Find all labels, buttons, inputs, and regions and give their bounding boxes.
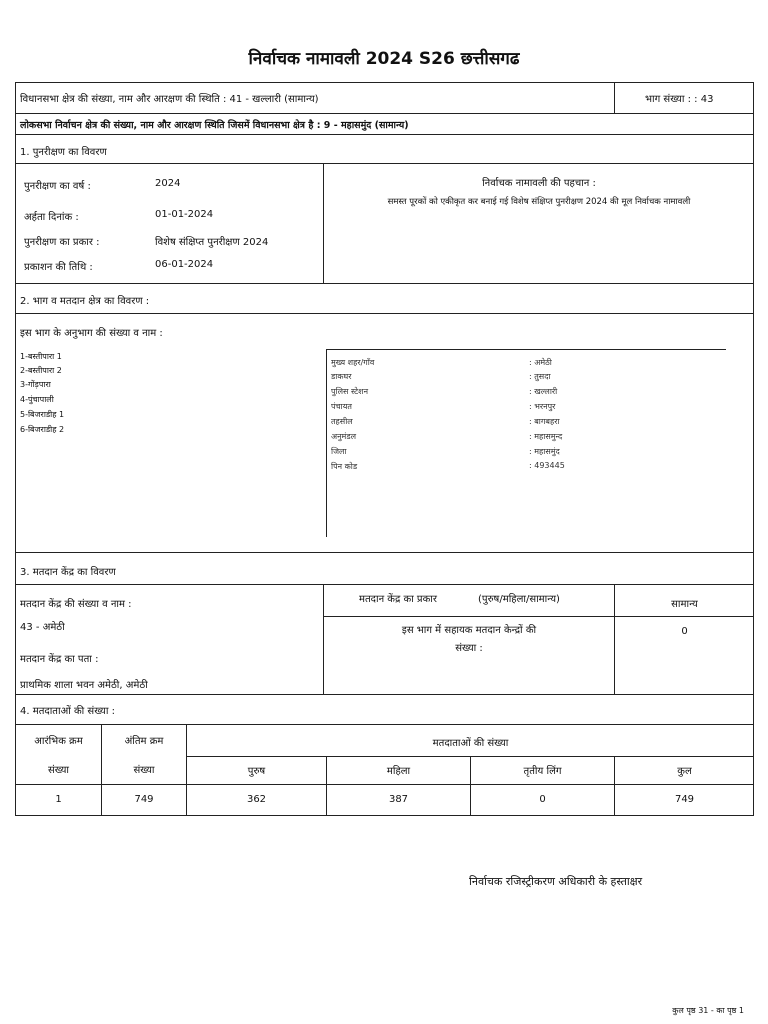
detail-label: पुलिस स्टेशन (331, 387, 369, 396)
address-value: प्राथमिक शाला भवन अमेठी, अमेठी (20, 680, 148, 691)
list-item: 2-बस्तीपारा 2 (20, 366, 62, 375)
publish-date-label: प्रकाशन की तिथि : (24, 262, 93, 273)
section1-heading: 1. पुनरीक्षण का विवरण (20, 147, 107, 158)
col-voters-header: मतदाताओं की संख्या (432, 738, 509, 749)
detail-label: डाकघर (331, 372, 352, 381)
revision-type-value: विशेष संक्षिप्त पुनरीक्षण 2024 (155, 237, 269, 248)
station-label: मतदान केंद्र की संख्या व नाम : (20, 599, 132, 610)
roll-identity-heading: निर्वाचक नामावली की पहचान : (482, 178, 596, 189)
detail-label: तहसील (331, 417, 353, 426)
row-total: 749 (674, 793, 695, 805)
list-item: 6-बिजराडीह 2 (20, 425, 65, 434)
row-third-gender: 0 (539, 793, 546, 805)
qualifying-date-label: अर्हता दिनांक : (24, 212, 79, 223)
section4-heading-row (15, 694, 754, 725)
roll-identity-text: समस्त पूरकों को एकीकृत कर बनाई गई विशेष संक्षिप्त पुनरीक्षण 2024 की मूल निर्वाचक नामावली (387, 197, 691, 207)
detail-label: पंचायत (331, 402, 352, 411)
section3-heading-row (15, 552, 754, 585)
col-start-header-2: संख्या (48, 765, 69, 776)
list-item: 5-बिजराडीह 1 (20, 410, 65, 419)
aux-stations-label-1: इस भाग में सहायक मतदान केन्द्रों की (401, 625, 537, 636)
page-title: निर्वाचक नामावली 2024 S26 छत्तीसगढ (248, 49, 520, 69)
col-end-header-1: अंतिम क्रम (124, 736, 164, 747)
section3-heading: 3. मतदान केंद्र का विवरण (20, 567, 116, 578)
col-third-gender-header: तृतीय लिंग (523, 766, 562, 777)
revision-type-label: पुनरीक्षण का प्रकार : (24, 237, 100, 248)
assembly-label: विधानसभा क्षेत्र की संख्या, नाम और आरक्षण की स्थिति : 41 - खल्लारी (सामान्य) (20, 94, 319, 105)
row-end: 749 (134, 793, 154, 805)
detail-value: : तुसदा (529, 372, 551, 381)
sections-subheading: इस भाग के अनुभाग की संख्या व नाम : (20, 328, 163, 339)
station-type-value: सामान्य (671, 599, 698, 610)
revision-year-label: पुनरीक्षण का वर्ष : (24, 181, 91, 192)
detail-label: जिला (331, 447, 347, 456)
row-start: 1 (55, 793, 62, 805)
address-label: मतदान केंद्र का पता : (20, 654, 99, 665)
section2-heading: 2. भाग व मतदान क्षेत्र का विवरण : (20, 296, 150, 307)
part-number: भाग संख्या : : 43 (645, 94, 714, 105)
revision-year-value: 2024 (155, 178, 181, 189)
detail-value: : महासमुंद (529, 447, 560, 456)
loksabha-label: लोकसभा निर्वाचन क्षेत्र की संख्या, नाम और आरक्षण स्थिति जिसमें विधानसभा क्षेत्र है : 9 - महासमुंद (सामान्य) (20, 120, 409, 131)
detail-value: : भरनपुर (529, 402, 556, 411)
detail-label: मुख्य शहर/गाँव (331, 358, 375, 367)
detail-value: : बागबहरा (529, 417, 560, 426)
station-type-label: मतदान केंद्र का प्रकार (359, 594, 437, 605)
signature-label: निर्वाचक रजिस्ट्रीकरण अधिकारी के हस्ताक्षर (469, 875, 643, 888)
col-total-header: कुल (677, 766, 692, 777)
page-footer: कुल पृष्ठ 31 - का पृष्ठ 1 (672, 1006, 744, 1015)
list-item: 1-बस्तीपारा 1 (20, 352, 62, 361)
section4-heading: 4. मतदाताओं की संख्या : (20, 706, 115, 717)
detail-value: : खल्लारी (529, 387, 558, 396)
station-type-options: (पुरुष/महिला/सामान्य) (478, 594, 560, 605)
detail-label: पिन कोड (331, 462, 358, 471)
col-end-header-2: संख्या (133, 765, 155, 776)
detail-value: : 493445 (529, 461, 565, 470)
col-start-header-1: आरंभिक क्रम (34, 736, 83, 747)
publish-date-value: 06-01-2024 (155, 259, 214, 270)
detail-value: : महासमुन्द (529, 432, 563, 441)
list-item: 4-पुंचापाली (20, 395, 54, 404)
list-item: 3-गोंड़पारा (20, 380, 51, 389)
detail-value: : अमेठी (529, 358, 552, 367)
station-value: 43 - अमेठी (20, 622, 65, 633)
col-male-header: पुरुष (247, 766, 266, 777)
row-female: 387 (388, 793, 409, 805)
detail-label: अनुमंडल (331, 432, 357, 441)
row-male: 362 (246, 793, 267, 805)
aux-stations-label-2: संख्या : (455, 643, 483, 654)
section1-heading-row (15, 134, 754, 164)
aux-stations-value: 0 (681, 626, 688, 637)
col-female-header: महिला (386, 766, 411, 777)
qualifying-date-value: 01-01-2024 (155, 209, 214, 220)
